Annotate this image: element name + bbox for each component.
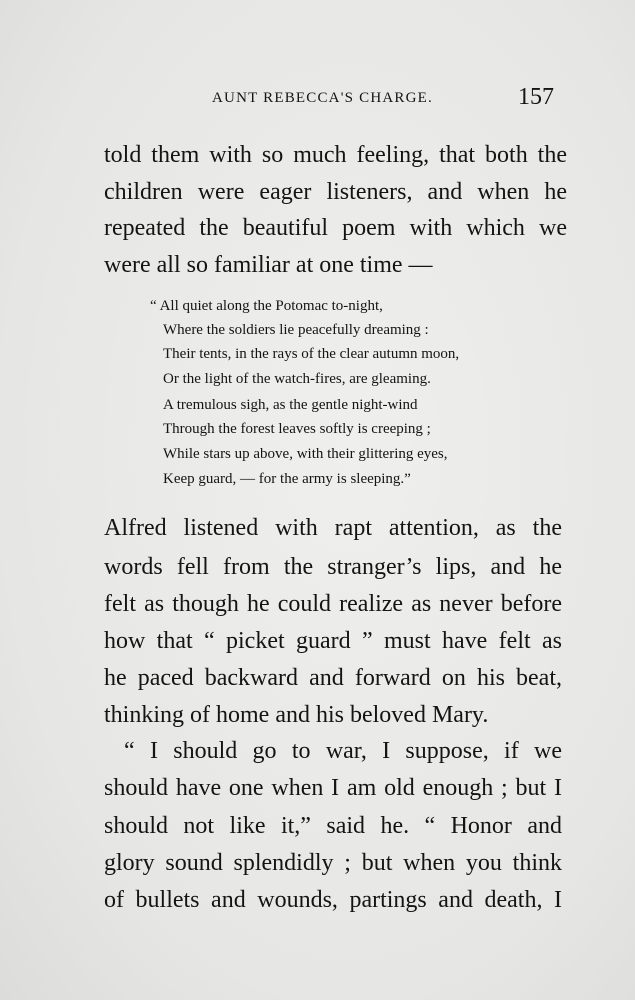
text-line: Alfred listened with rapt attention, as the: [104, 515, 562, 541]
text-line: should not like it,” said he. “ Honor and: [104, 813, 562, 839]
poem-line: Their tents, in the rays of the clear autumn moon,: [163, 346, 460, 362]
text-line: told them with so much feeling, that both the: [104, 142, 567, 168]
poem-line: “ All quiet along the Potomac to-night,: [150, 298, 383, 314]
poem-line: A tremulous sigh, as the gentle night-wind: [163, 397, 418, 413]
text-line: should have one when I am old enough ; but I: [104, 775, 562, 801]
text-line: words fell from the stranger’s lips, and he: [104, 554, 562, 580]
text-line: of bullets and wounds, partings and death, I: [104, 887, 562, 913]
text-line: thinking of home and his beloved Mary.: [104, 702, 489, 728]
text-line: “ I should go to war, I suppose, if we: [124, 738, 562, 764]
running-header: AUNT REBECCA'S CHARGE.: [212, 90, 433, 106]
poem-line: Through the forest leaves softly is creeping ;: [163, 421, 431, 437]
text-line: children were eager listeners, and when he: [104, 179, 567, 205]
poem-line: Keep guard, — for the army is sleeping.”: [163, 471, 411, 487]
text-line: glory sound splendidly ; but when you think: [104, 850, 562, 876]
text-line: how that “ picket guard ” must have felt as: [104, 628, 562, 654]
page-number: 157: [518, 84, 554, 110]
text-line: he paced backward and forward on his beat,: [104, 665, 562, 691]
poem-line: While stars up above, with their glittering eyes,: [163, 446, 448, 462]
text-line: were all so familiar at one time —: [104, 252, 433, 278]
text-line: felt as though he could realize as never before: [104, 591, 562, 617]
poem-line: Or the light of the watch-fires, are gleaming.: [163, 371, 431, 387]
text-line: repeated the beautiful poem with which we: [104, 215, 567, 241]
poem-line: Where the soldiers lie peacefully dreaming :: [163, 322, 429, 338]
